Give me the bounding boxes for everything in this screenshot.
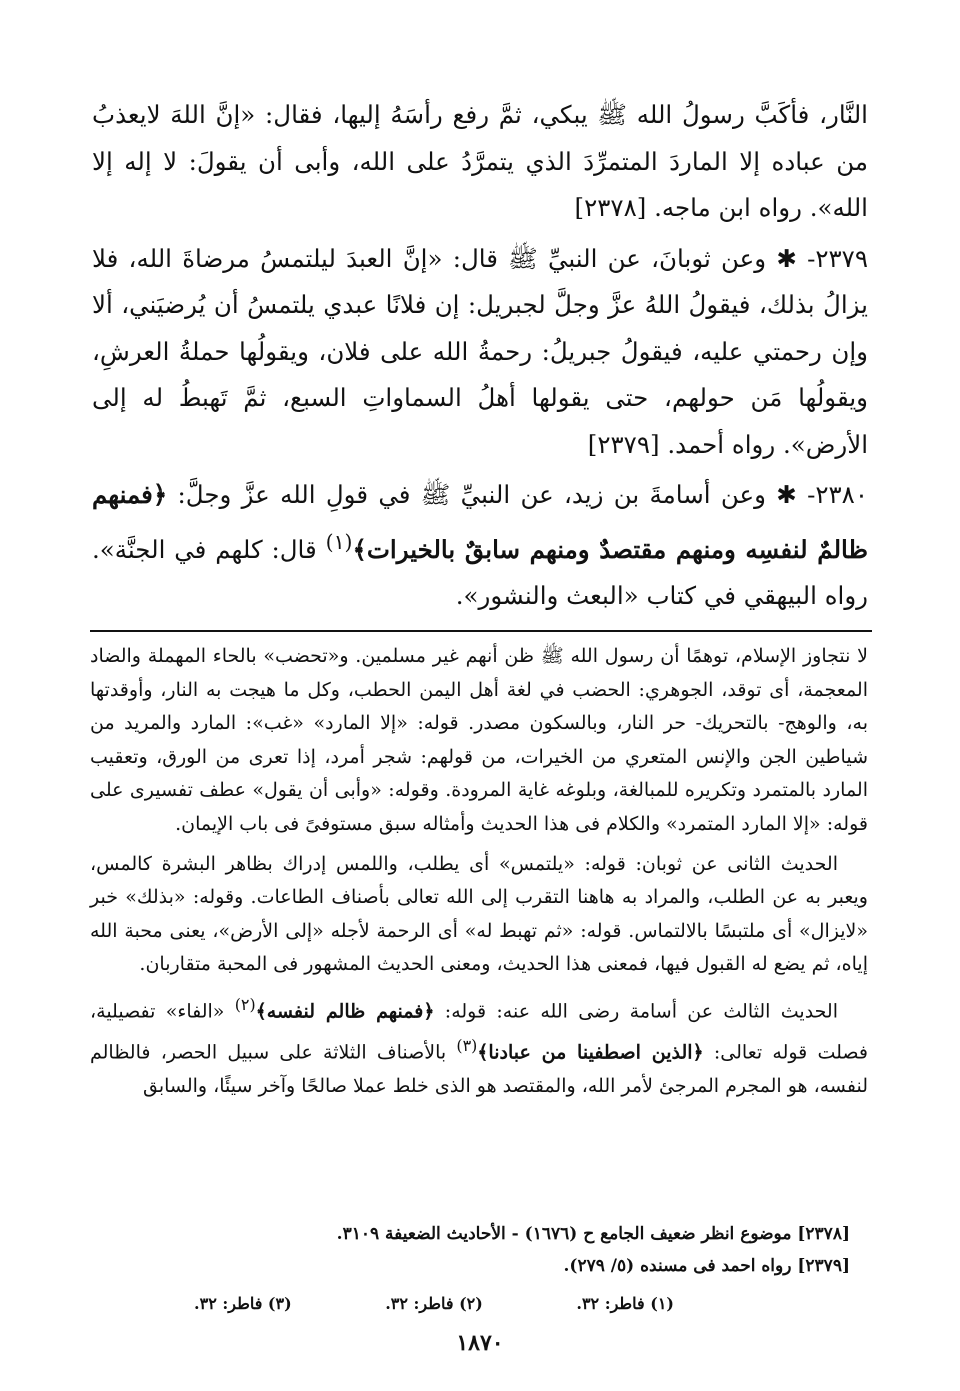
hadith-2378-text: النَّار، فأكَبَّ رسولُ الله ﷺ يبكي، ثمَّ رفع رأسَهُ إليها، فقال: «إنَّ اللهَ لايعذبُ من عباده إلا الماردَ المتمرِّدَ الذي يتمرَّدُ على الله، وأبى أن يقولَ: لا إله إلا الله». رواه ابن ماجه. (92, 100, 868, 222)
commentary-paragraph-1: لا نتجاوز الإسلام، توهمًا أن رسول الله ﷺ ظن أنهم غير مسلمين. و«تحضب» بالحاء المهملة والضاد المعجمة، أى توقد، الجوهري: الحضب في لغة أهل اليمن الحطب، وكل ما هيجت به النار، وأوقدتها به، والوهج- بالتحريك- حر النار، وبالسكون مصدر. قوله: «إلا المارد» «غب»: المارد والمريد من شياطين الجن والإنس المتعري من الخيرات، من قولهم: شجر أمرد، إذا تعرى من الورق، وتعقيب المارد بالمتمرد وتكريره للمبالغة، وبلوغه غاية المرودة. وقوله: «وأبى أن يقول» عطف تفسيرى على قوله: «إلا المارد المتمرد» والكلام فى هذا الحديث وأمثاله سبق مستوفىً فى باب الإيمان. (90, 645, 868, 835)
quran-verse: ﴿فمنهم ظالمٌ لنفسِه ومنهم مقتصدٌ ومنهم سابقٌ بالخيرات﴾ (92, 480, 868, 564)
quran-ref-1: (١) فاطر: ٣٢. (576, 1294, 674, 1313)
hadith-2380-text-b: قال: كلهم في الجنَّة». رواه البيهقي في كتاب «البعث والنشور». (92, 534, 868, 611)
commentary-paragraph-2: الحديث الثانى عن ثوبان: قوله: «يلتمس» أى يطلب، واللمس إدراك بظاهر البشرة كالمس، ويعبر به عن الطلب، والمراد به هاهنا التقرب إلى الله تعالى بأصناف الطاعات. وقوله: «بذلك» خبر «لايزال» أى ملتبسًا بالالتماس. قوله: «ثم تهبط له» أى الرحمة لأجله «إلى الأرض»، يعنى محبة الله إياه، ثم يضع له القبول فيها، فمعنى هذا الحديث، ومعنى الحديث المشهور فى المحبة متقاربان. (90, 852, 868, 976)
quran-ref-3: (٣) فاطر: ٣٢. (194, 1294, 292, 1313)
hadith-2380 (92, 472, 868, 620)
commentary-verse-1: ﴿فمنهم ظالم لنفسه﴾ (255, 1000, 435, 1023)
commentary-note-2: (٢) (234, 994, 256, 1014)
footnote-2378: [٢٣٧٨] موضوع انظر ضعيف الجامع ح (١٦٧٦) - الأحاديث الضعيفة ٣١٠٩. (336, 1224, 850, 1244)
commentary (90, 640, 868, 1109)
main-text (92, 92, 868, 624)
verse-footnote-marker: (١) (325, 529, 353, 554)
commentary-3-text-b: «الفاء» تفصيلية، فصلت قوله تعالى: (90, 1000, 868, 1064)
hadith-2379-text: ٢٣٧٩- ✱ وعن ثوبانَ، عن النبيِّ ﷺ قال: «إنَّ العبدَ ليلتمسُ مرضاةَ الله، فلا يزالُ بذلك، فيقولُ اللهُ عزَّ وجلَّ لجبريل: إن فلانًا عبدي يلتمسُ أن يُرضيَني، ألا وإن رحمتي عليه، فيقولُ جبريلُ: رحمةُ الله على فلان، ويقولُها حملةُ العرشِ، ويقولُها مَن حولهم، حتى يقولها أهلُ السماواتِ السبع، ثمَّ تَهبطُ له إلى الأرض». رواه أحمد. (92, 243, 868, 459)
ref-2378: [٢٣٧٨] (574, 193, 647, 222)
commentary-note-3: (٣) (456, 1035, 478, 1055)
hadith-2380-text-a: ٢٣٨٠- ✱ وعن أسامةَ بن زيد، عن النبيِّ ﷺ في قولِ الله عزَّ وجلَّ: (177, 480, 868, 509)
commentary-verse-2: ﴿الذين اصطفينا من عبادنا﴾ (477, 1041, 704, 1064)
commentary-3-text-a: الحديث الثالث عن أسامة رضى الله عنه: قوله: (444, 1000, 838, 1023)
hadith-2379 (92, 236, 868, 469)
footnote-2379: [٢٣٧٩] رواه احمد فى مسنده (٥/ ٢٧٩). (563, 1256, 850, 1276)
ref-2379: [٢٣٧٩] (587, 429, 660, 459)
page-number: ١٨٧٠ (456, 1330, 504, 1356)
quran-references (194, 1290, 674, 1318)
commentary-3-text-c: بالأصناف الثلاثة على سبيل الحصر، فالظالم لنفسه، هو المجرم المرجئ لأمر الله، والمقتصد هو الذى خلط عملا صالحًا وآخر سيئًا، والسابق (90, 1041, 868, 1097)
commentary-paragraph-3 (90, 988, 868, 1103)
takhrij-footnotes (210, 1218, 850, 1282)
commentary-divider (90, 630, 872, 632)
hadith-2378-continued (92, 92, 868, 232)
quran-ref-2: (٢) فاطر: ٣٢. (385, 1294, 483, 1313)
